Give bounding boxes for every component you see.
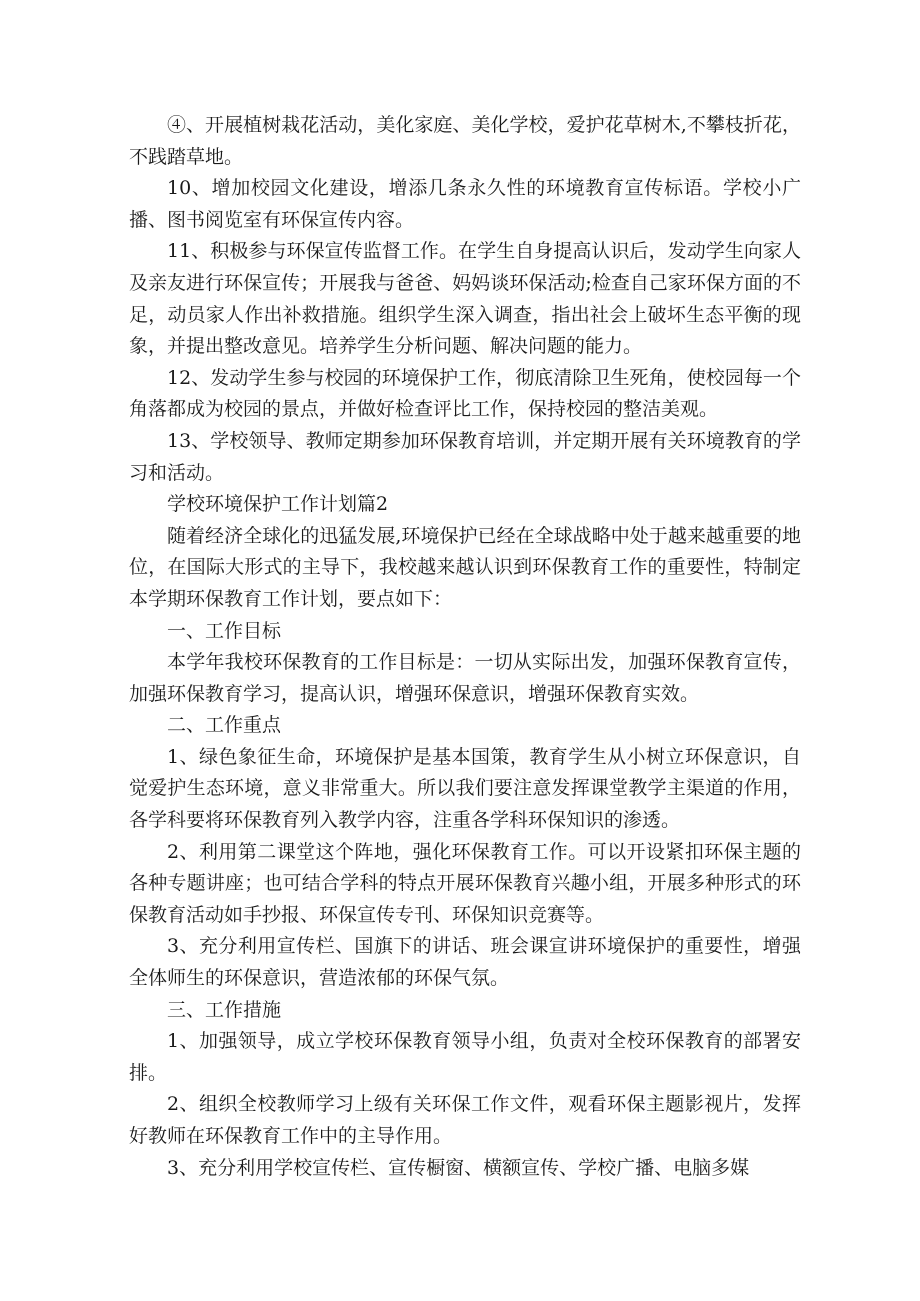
measure-item-3: 3、充分利用学校宣传栏、宣传橱窗、横额宣传、学校广播、电脑多媒: [167, 1156, 750, 1179]
paragraph-item-11: 11、积极参与环保宣传监督工作。在学生自身提高认识后，发动学生向家人及亲友进行环保宣传；开展我与爸爸、妈妈谈环保活动;检查自己家环保方面的不足，动员家人作出补救措施。组织学生深入调查，指出社会上破坏生态平衡的现象，并提出整改意见。培养学生分析问题、解决问题的能力。: [129, 240, 801, 358]
focus-item-2: 2、利用第二课堂这个阵地，强化环保教育工作。可以开设紧扣环保主题的各种专题讲座；也可结合学科的特点开展环保教育兴趣小组，开展多种形式的环保教育活动如手抄报、环保宣传专刊、环保知识竞赛等。: [129, 840, 801, 926]
heading-work-measures: 三、工作措施: [167, 998, 282, 1021]
paragraph-item-10: 10、增加校园文化建设，增添几条永久性的环境教育宣传标语。学校小广播、图书阅览室有环保宣传内容。: [129, 177, 801, 231]
paragraph-item-12: 12、发动学生参与校园的环境保护工作，彻底清除卫生死角，使校园每一个角落都成为校园的景点，并做好检查评比工作，保持校园的整洁美观。: [129, 366, 801, 421]
heading-work-focus: 二、工作重点: [167, 714, 282, 737]
measure-item-2: 2、组织全校教师学习上级有关环保工作文件，观看环保主题影视片，发挥好教师在环保教育工作中的主导作用。: [129, 1093, 801, 1147]
measure-item-1: 1、加强领导，成立学校环保教育领导小组，负责对全校环保教育的部署安排。: [129, 1030, 801, 1084]
document-body: [129, 110, 801, 1184]
focus-item-1: 1、绿色象征生命，环境保护是基本国策，教育学生从小树立环保意识，自觉爱护生态环境，意义非常重大。所以我们要注意发挥课堂教学主渠道的作用，各学科要将环保教育列入教学内容，注重各学科环保知识的渗透。: [129, 745, 801, 832]
intro-paragraph: 随着经济全球化的迅猛发展,环境保护已经在全球战略中处于越来越重要的地位，在国际大形式的主导下，我校越来越认识到环保教育工作的重要性，特制定本学期环保教育工作计划，要点如下：: [129, 524, 801, 610]
section-title-plan-2: 学校环境保护工作计划篇2: [167, 493, 389, 516]
paragraph-item-4: ④、开展植树栽花活动，美化家庭、美化学校，爱护花草树木,不攀枝折花，不践踏草地。: [129, 114, 801, 168]
work-goals-paragraph: 本学年我校环保教育的工作目标是：一切从实际出发，加强环保教育宣传，加强环保教育学习，提高认识，增强环保意识，增强环保教育实效。: [129, 651, 801, 705]
focus-item-3: 3、充分利用宣传栏、国旗下的讲话、班会课宣讲环境保护的重要性，增强全体师生的环保意识，营造浓郁的环保气氛。: [129, 935, 801, 990]
heading-work-goals: 一、工作目标: [167, 619, 282, 642]
paragraph-item-13: 13、学校领导、教师定期参加环保教育培训，并定期开展有关环境教育的学习和活动。: [129, 429, 801, 484]
